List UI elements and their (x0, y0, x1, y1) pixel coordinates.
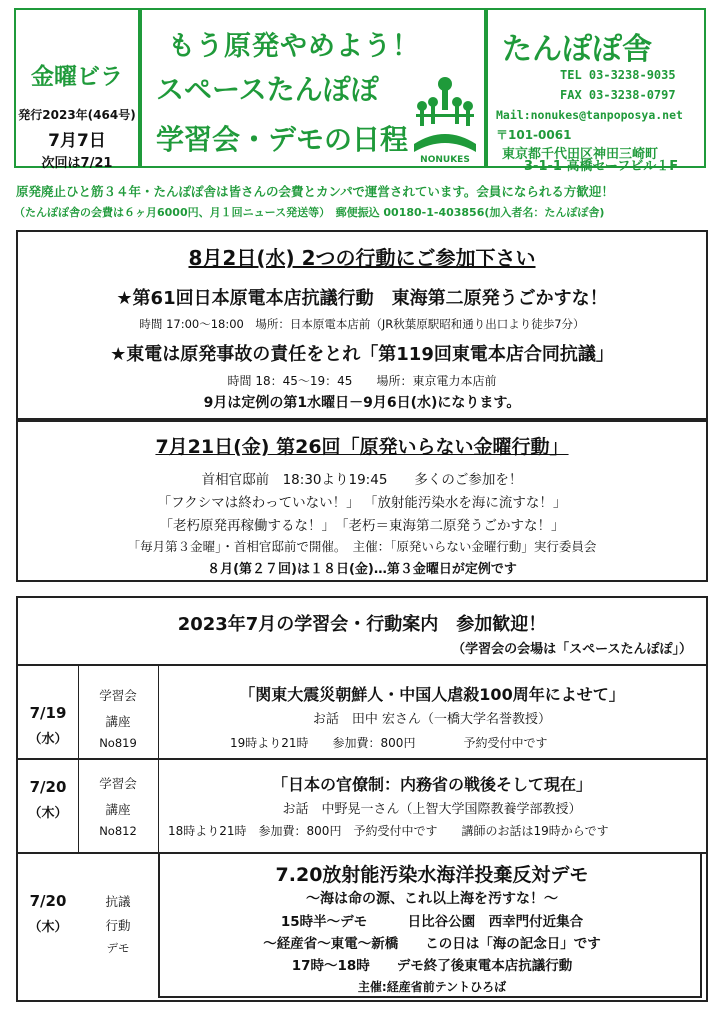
aug2-section (16, 230, 708, 420)
row-type: 学習会 (99, 688, 137, 703)
row-dow: （水） (28, 732, 68, 747)
header-left-box (14, 8, 140, 171)
row-number: デモ (106, 941, 130, 955)
jul21-line1: 首相官邸前 18:30より19:45 多くのご参加を！ (201, 472, 523, 488)
aug2-note: 9月は定例の第1水曜日－9月6日(水)になります。 (203, 395, 521, 411)
org-name: たんぽぽ舎 (502, 32, 652, 67)
aug2-item2: ★東電は原発事故の責任をとれ「第119回東電本店合同抗議」 (110, 344, 614, 365)
row-speaker: お話 中野晃一さん（上智大学国際教養学部教授） (282, 802, 582, 817)
schedule-subtitle: （学習会の会場は「スペースたんぽぽ」） (452, 642, 692, 657)
jul21-title: 7月21日(金) 第26回「原発いらない金曜行動」 (155, 436, 569, 458)
jul21-section (16, 420, 708, 582)
org-zip: 〒101-0061 (496, 128, 572, 142)
nonukes-logo-icon (408, 74, 482, 166)
row-dow: （木） (28, 920, 68, 935)
org-fax: FAX 03-3238-0797 (560, 88, 676, 102)
schedule-section (16, 596, 708, 1002)
demo-line4: 17時～18時 デモ終了後東電本店抗議行動 (291, 958, 573, 974)
row-type: 学習会 (99, 776, 137, 791)
issue-date: 7月7日 (48, 131, 106, 151)
membership-notice: 原発廃止ひと筋３４年・たんぽぽ舎は皆さんの会費とカンパで運営されています。会員になられる方歓迎！ (16, 184, 614, 199)
row-date: 7/19 (29, 704, 67, 722)
demo-title: 7.20放射能汚染水海洋投棄反対デモ (275, 864, 589, 886)
row-number: No812 (99, 824, 137, 838)
row-title: 「日本の官僚制：内務省の戦後そして現在」 (271, 775, 592, 794)
logo-text: NONUKES (420, 155, 470, 165)
row-number: No819 (99, 736, 137, 750)
row-date: 7/20 (29, 778, 67, 796)
row-type-sub: 行動 (105, 918, 131, 933)
schedule-title: 2023年7月の学習会・行動案内 参加歓迎！ (177, 614, 547, 635)
headline-line2: スペースたんぽぽ (156, 73, 379, 106)
headline-line1: もう原発やめよう！ (168, 31, 420, 62)
org-address-1: 東京都千代田区神田三崎町 (502, 147, 659, 162)
aug2-item1: ★第61回日本原電本店抗議行動 東海第二原発うごかすな！ (116, 288, 608, 309)
row-dow: （木） (28, 806, 68, 821)
row-detail: 18時より21時 参加費：800円 予約受付中です 講師のお話は19時からです (168, 824, 609, 838)
issue-number: 発行2023年(464号) (18, 108, 136, 122)
aug2-item1-detail: 時間 17:00～18:00 場所：日本原電本店前（JR秋葉原駅昭和通り出口より徒歩7分） (139, 317, 585, 331)
demo-organizer: 主催:経産省前テントひろば (357, 980, 507, 994)
jul21-line5: ８月(第２７回)は１８日(金)…第３金曜日が定例です (207, 562, 517, 577)
org-tel: TEL 03-3238-9035 (560, 68, 676, 82)
row-date: 7/20 (29, 892, 67, 910)
jul21-line2: 「フクシマは終わっていない！」 「放射能汚染水を海に流すな！」 (157, 495, 567, 511)
org-address-2: 3-1-1 高橋セーフビル１F (524, 159, 679, 174)
next-issue: 次回は7/21 (41, 156, 113, 171)
membership-fee: （たんぽぽ舎の会費は６ヶ月6000円、月１回ニュース発送等） 郵便振込 00180-1-403856(加入者名：たんぽぽ舎) (14, 206, 605, 219)
headline-line3: 学習会・デモの日程 (156, 123, 409, 156)
demo-line3: ～経産省～東電～新橋 この日は「海の記念日」です (263, 936, 601, 952)
demo-line2: 15時半～デモ 日比谷公園 西幸門付近集合 (280, 914, 584, 930)
row-type: 抗議 (105, 894, 131, 909)
row-type-sub: 講座 (105, 714, 131, 729)
demo-line1: ～海は命の源、これ以上海を汚すな！～ (306, 891, 558, 907)
aug2-item2-detail: 時間 18：45～19：45 場所：東京電力本店前 (227, 374, 497, 388)
flyer-title: 金曜ビラ (31, 64, 123, 90)
header-right-box (486, 8, 706, 174)
aug2-title: 8月2日(水) 2つの行動にご参加下さい (188, 246, 536, 270)
jul21-line3: 「老朽原発再稼働するな！」 「老朽＝東海第二原発うごかすな！」 (159, 518, 565, 534)
row-type-sub: 講座 (105, 802, 131, 817)
row-speaker: お話 田中 宏さん（一橋大学名誉教授） (312, 712, 552, 727)
row-detail: 19時より21時 参加費：800円 予約受付中です (230, 736, 548, 750)
org-mail[interactable]: Mail:nonukes@tanpoposya.net (496, 108, 683, 122)
header-center-box (140, 8, 486, 168)
jul21-line4: 「毎月第３金曜」・首相官邸前で開催。 主催：「原発いらない金曜行動」実行委員会 (127, 539, 597, 554)
row-title: 「関東大震災朝鮮人・中国人虐殺100周年によせて」 (239, 685, 625, 704)
